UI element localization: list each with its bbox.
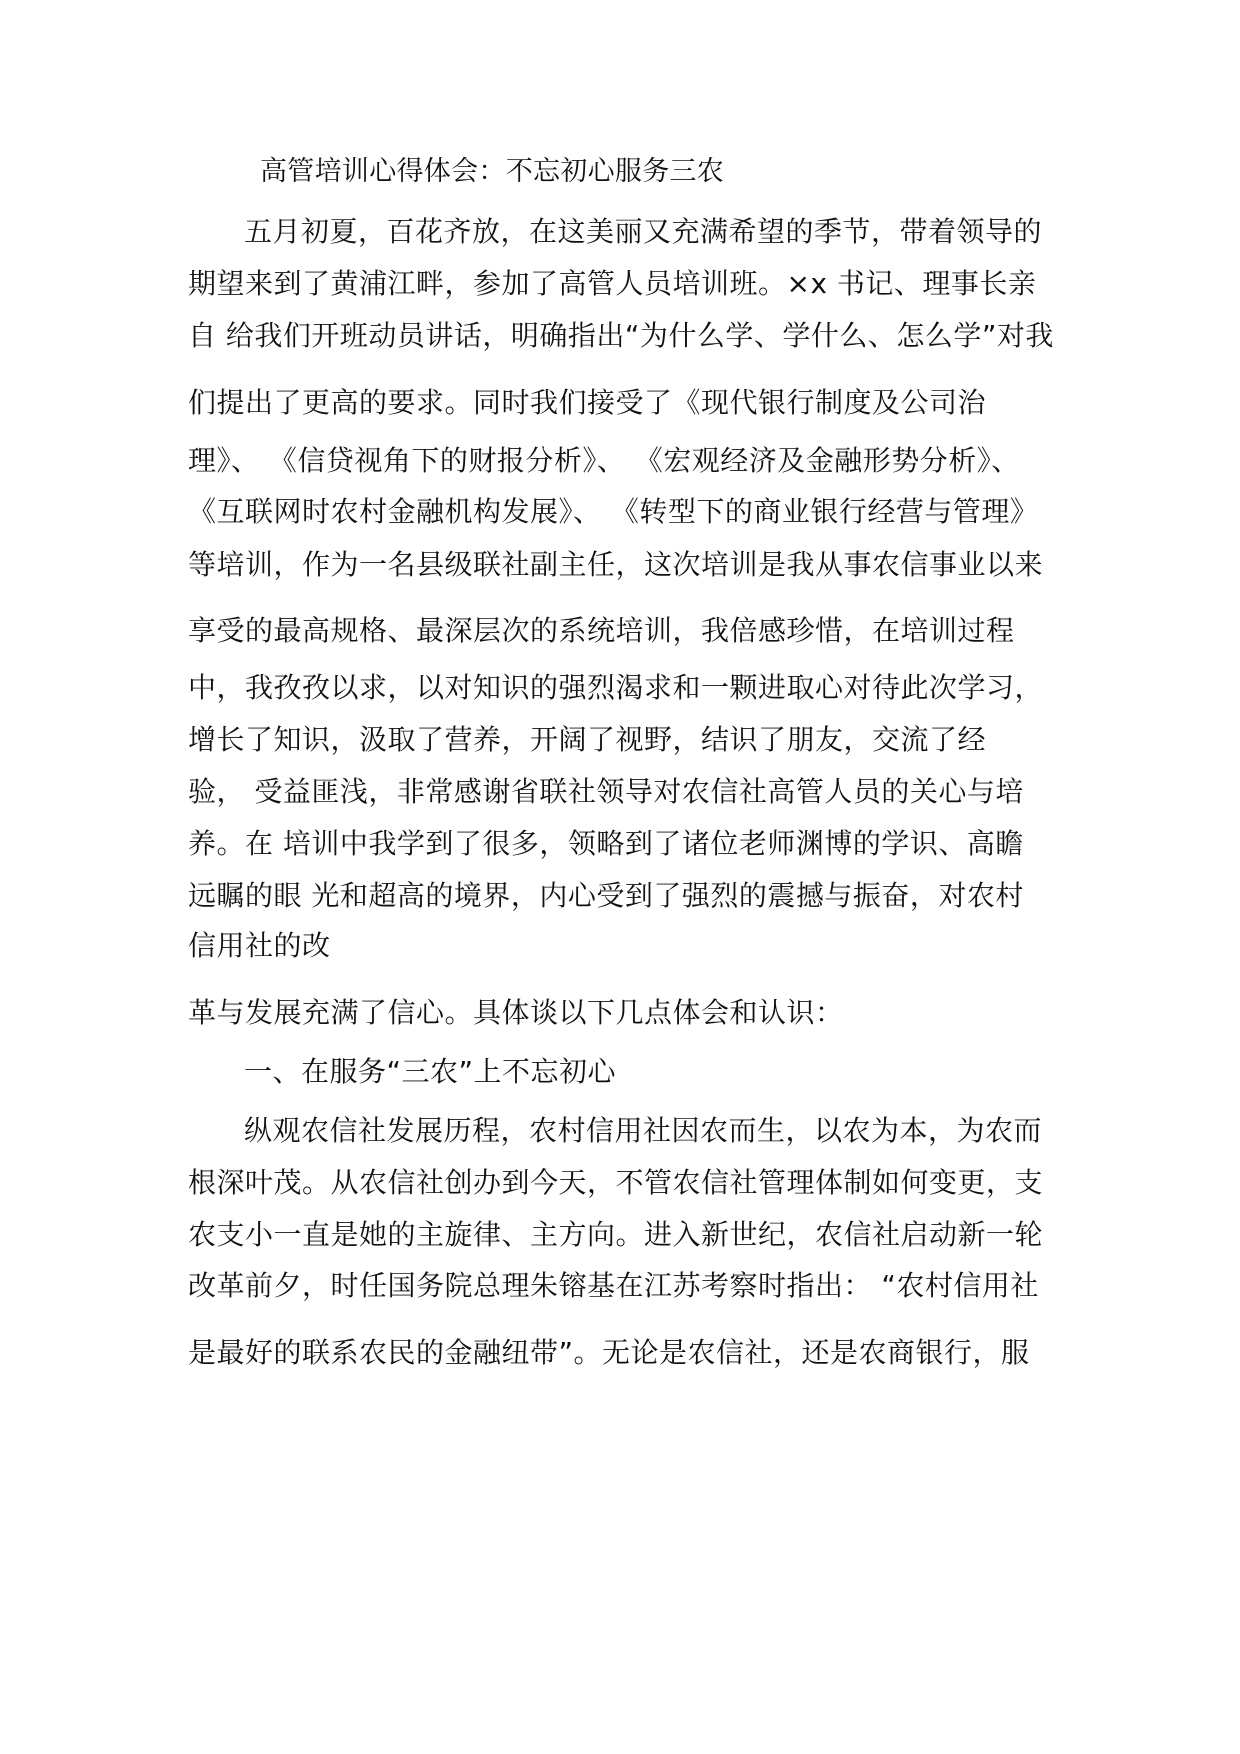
paragraph-line-6: 《互联网时农村金融机构发展》、 《转型下的商业银行经营与管理》 xyxy=(188,495,1039,528)
paragraph-line-3: 自 给我们开班动员讲话，明确指出“为什么学、学什么、怎么学”对我 xyxy=(188,319,1054,352)
paragraph-line-17: 根深叶茂。从农信社创办到今天，不管农信社管理体制如何变更，支 xyxy=(188,1166,1044,1199)
section-heading-1: 一、在服务“三农”上不忘初心 xyxy=(244,1055,617,1088)
paragraph-line-2: 期望来到了黄浦江畔，参加了高管人员培训班。×x 书记、理事长亲 xyxy=(188,267,1037,300)
paragraph-line-14: 信用社的改 xyxy=(188,929,331,962)
paragraph-line-19: 改革前夕，时任国务院总理朱镕基在江苏考察时指出： “农村信用社 xyxy=(188,1269,1039,1302)
paragraph-line-11: 验， 受益匪浅，非常感谢省联社领导对农信社高管人员的关心与培 xyxy=(188,775,1024,808)
paragraph-line-20: 是最好的联系农民的金融纽带”。无论是农信社，还是农商银行，服 xyxy=(188,1336,1030,1369)
paragraph-line-5: 理》、 《信贷视角下的财报分析》、 《宏观经济及金融形势分析》、 xyxy=(188,444,1020,477)
document-title: 高管培训心得体会：不忘初心服务三农 xyxy=(260,156,725,187)
paragraph-line-8: 享受的最高规格、最深层次的系统培训，我倍感珍惜，在培训过程 xyxy=(188,614,1015,647)
paragraph-line-4: 们提出了更高的要求。同时我们接受了《现代银行制度及公司治 xyxy=(188,386,987,419)
paragraph-line-12: 养。在 培训中我学到了很多，领略到了诸位老师渊博的学识、高瞻 xyxy=(188,827,1024,860)
paragraph-line-18: 农支小一直是她的主旋律、主方向。进入新世纪，农信社启动新一轮 xyxy=(188,1218,1044,1251)
paragraph-line-7: 等培训，作为一名县级联社副主任，这次培训是我从事农信事业以来 xyxy=(188,548,1044,581)
paragraph-line-9: 中，我孜孜以求，以对知识的强烈渴求和一颗进取心对待此次学习， xyxy=(188,671,1044,704)
paragraph-line-13: 远瞩的眼 光和超高的境界，内心受到了强烈的震撼与振奋，对农村 xyxy=(188,879,1024,912)
paragraph-line-16: 纵观农信社发展历程，农村信用社因农而生，以农为本，为农而 xyxy=(244,1114,1043,1147)
paragraph-line-15: 革与发展充满了信心。具体谈以下几点体会和认识： xyxy=(188,996,844,1029)
paragraph-line-10: 增长了知识，汲取了营养，开阔了视野，结识了朋友，交流了经 xyxy=(188,723,987,756)
paragraph-line-1: 五月初夏，百花齐放，在这美丽又充满希望的季节，带着领导的 xyxy=(244,215,1043,248)
